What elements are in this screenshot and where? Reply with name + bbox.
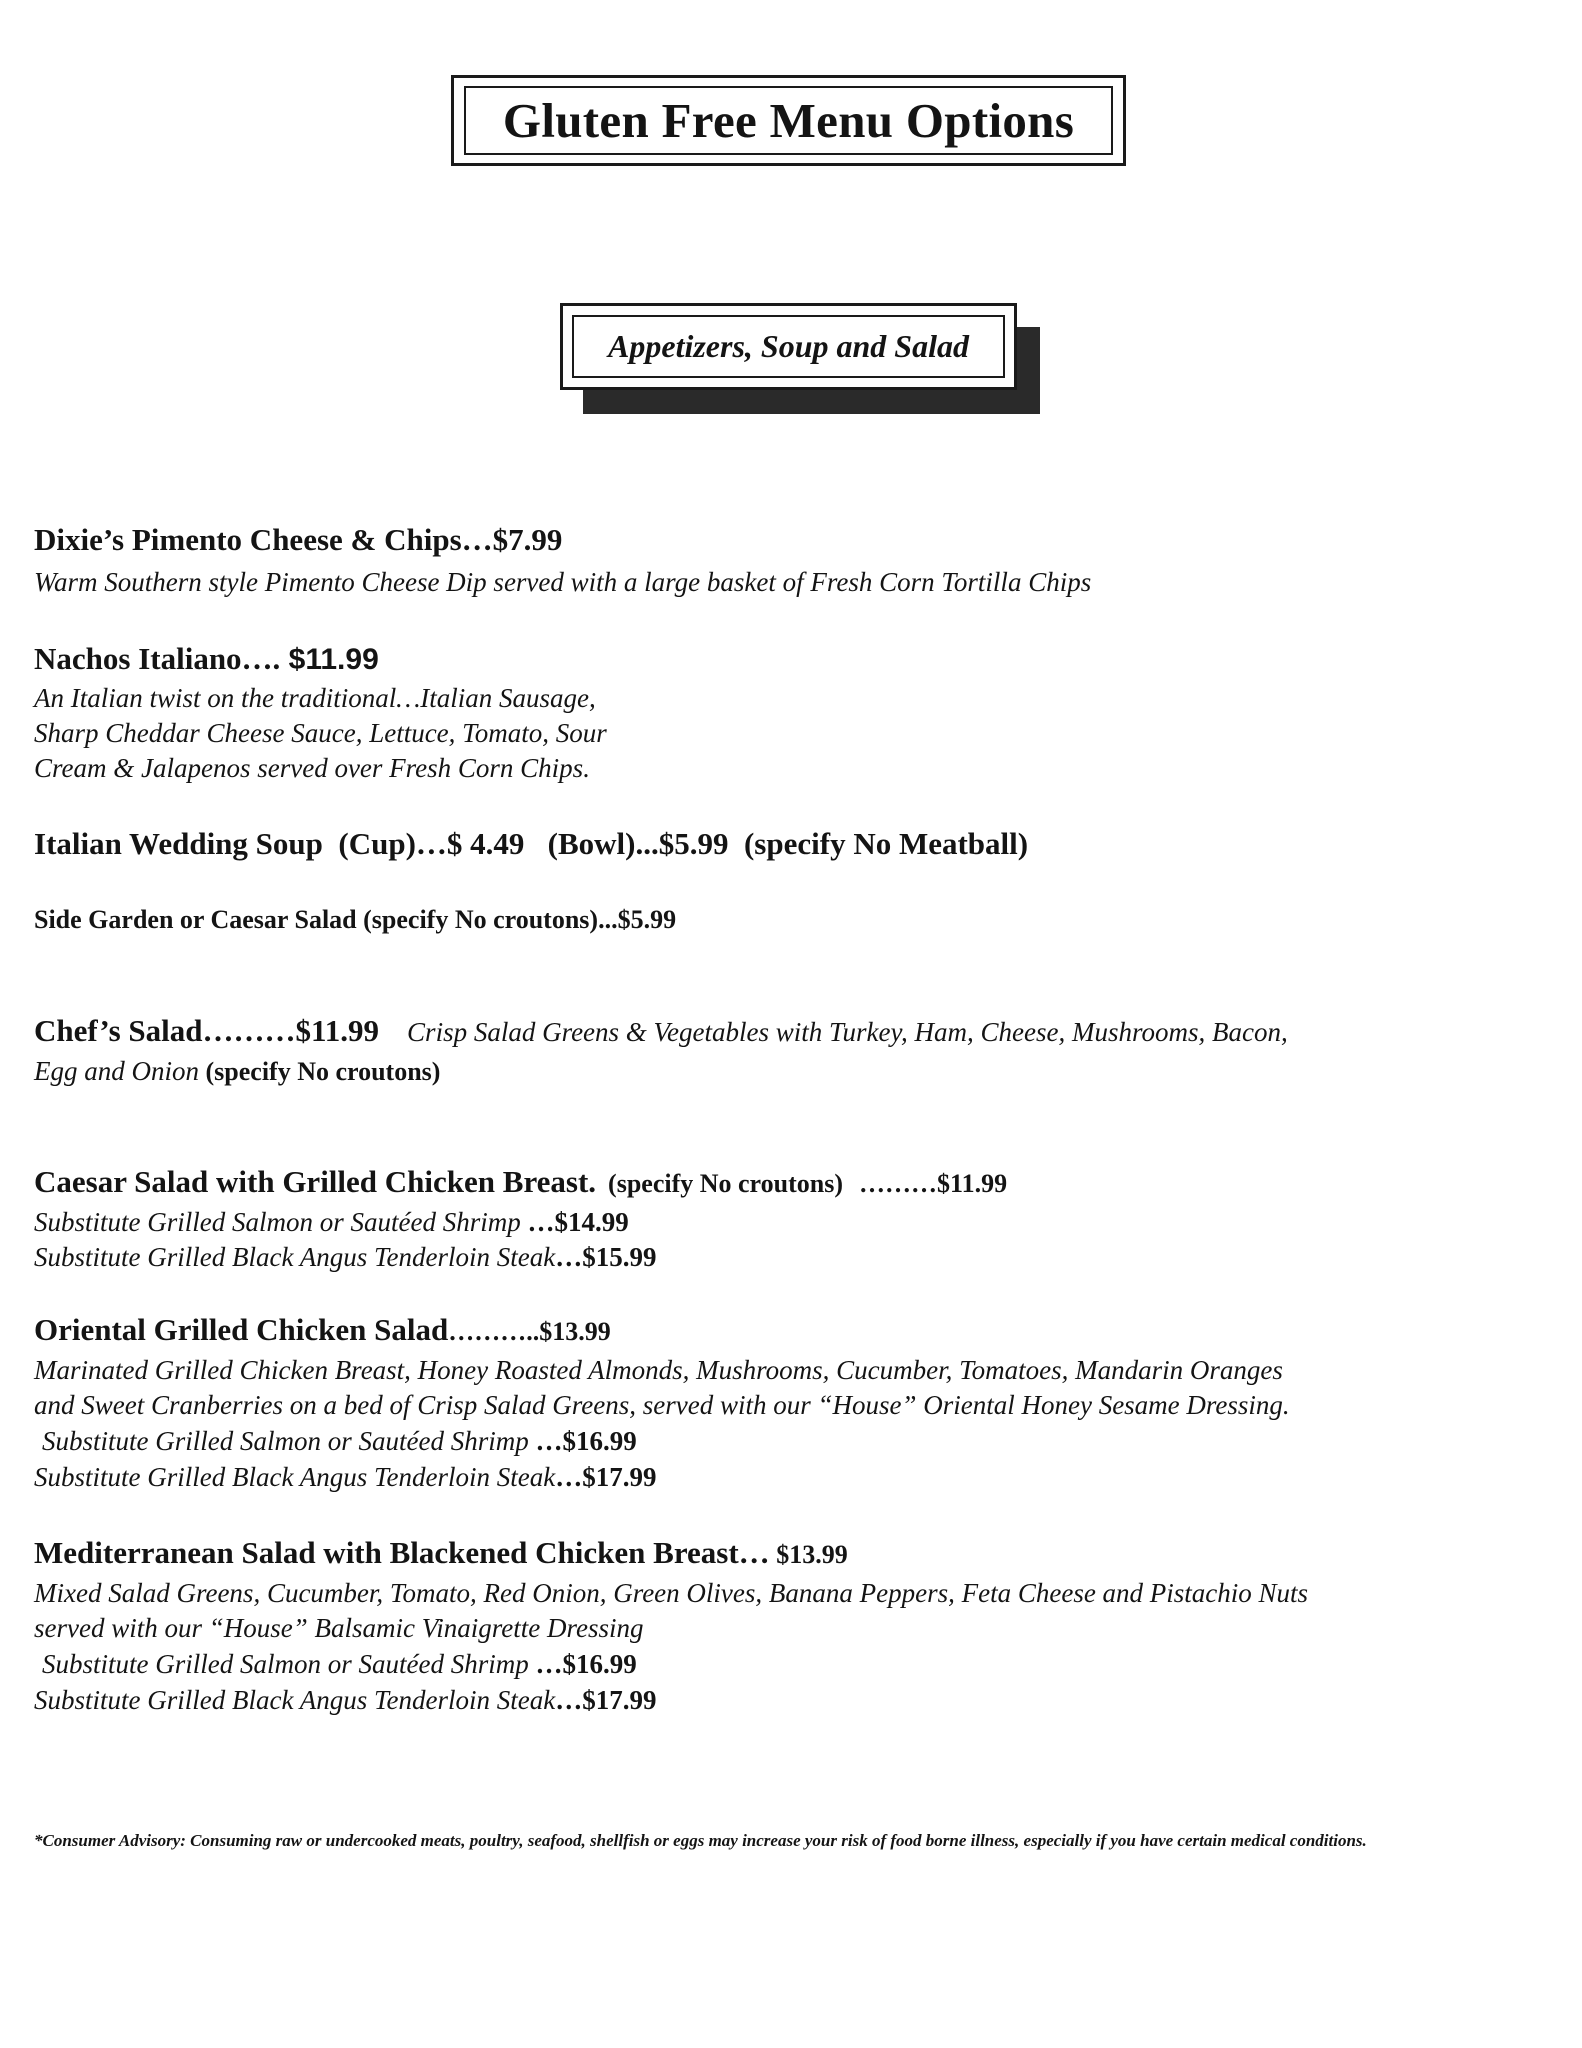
oriental-substitute-1-label: Substitute Grilled Salmon or Sautéed Shrimp [42,1426,536,1456]
nachos-price: $11.99 [280,643,379,676]
oriental-substitute-1 [42,1424,637,1459]
menu-title-frame [451,75,1126,166]
nachos-name: Nachos Italiano…. [34,641,281,676]
nachos-description-line-1: An Italian twist on the traditional…Italian Sausage, [34,683,596,713]
oriental-substitute-2-label: Substitute Grilled Black Angus Tenderloin Steak [34,1462,556,1492]
mediterranean-line [34,1535,848,1571]
oriental-title: Oriental Grilled Chicken Salad [34,1312,449,1347]
chefs-salad-description-line-2: Egg and Onion [34,1056,199,1086]
nachos-title [34,641,379,677]
mediterranean-substitute-2 [34,1683,656,1718]
caesar-substitute-1 [34,1205,629,1240]
mediterranean-description-line-2: served with our “House” Balsamic Vinaigrette Dressing [34,1613,644,1643]
caesar-title: Caesar Salad with Grilled Chicken Breast. [34,1164,597,1199]
oriental-description-line-2: and Sweet Cranberries on a bed of Crisp Salad Greens, served with our “House” Oriental Honey Sesame Dressing. [34,1390,1290,1420]
consumer-advisory: *Consumer Advisory: Consuming raw or undercooked meats, poultry, seafood, shellfish or eggs may increase your risk of food borne illness, especially if you have certain medical conditions. [34,1831,1367,1850]
mediterranean-substitute-1 [42,1647,637,1682]
mediterranean-title: Mediterranean Salad with Blackened Chicken Breast… [34,1535,770,1570]
mediterranean-substitute-1-label: Substitute Grilled Salmon or Sautéed Shrimp [42,1649,536,1679]
mediterranean-substitute-2-label: Substitute Grilled Black Angus Tenderloin Steak [34,1685,556,1715]
pimento-description: Warm Southern style Pimento Cheese Dip served with a large basket of Fresh Corn Tortilla Chips [34,567,1092,597]
caesar-substitute-2 [34,1240,656,1275]
oriental-price: ………..$13.99 [448,1317,611,1346]
caesar-substitute-1-label: Substitute Grilled Salmon or Sautéed Shrimp [34,1207,528,1237]
caesar-substitute-2-price: …$15.99 [555,1242,657,1272]
mediterranean-substitute-2-price: …$17.99 [555,1685,657,1715]
mediterranean-price: $13.99 [769,1540,848,1569]
caesar-line [34,1164,1007,1200]
mediterranean-description-line-1: Mixed Salad Greens, Cucumber, Tomato, Red Onion, Green Olives, Banana Peppers, Feta Cheese and Pistachio Nuts [34,1578,1309,1608]
section-heading-inner-frame [572,315,1005,378]
menu-title-inner-frame [464,86,1113,155]
side-salad-title: Side Garden or Caesar Salad (specify No croutons)...$5.99 [34,905,677,934]
oriental-line [34,1312,611,1348]
caesar-note: (specify No croutons) [608,1169,843,1198]
oriental-substitute-2-price: …$17.99 [555,1462,657,1492]
chefs-salad-title: Chef’s Salad………$11.99 [34,1013,380,1048]
section-heading-frame [560,303,1017,390]
caesar-substitute-1-price: …$14.99 [527,1207,629,1237]
mediterranean-substitute-1-price: …$16.99 [535,1649,637,1679]
caesar-price: ………$11.99 [859,1169,1008,1198]
oriental-substitute-2 [34,1460,656,1495]
chefs-salad-line-1 [34,1013,1288,1050]
caesar-substitute-2-label: Substitute Grilled Black Angus Tenderloin Steak [34,1242,556,1272]
menu-title: Gluten Free Menu Options [502,93,1075,148]
soup-title: Italian Wedding Soup (Cup)…$ 4.49 (Bowl)...$5.99 (specify No Meatball) [34,826,1029,861]
chefs-salad-description-line-1: Crisp Salad Greens & Vegetables with Turkey, Ham, Cheese, Mushrooms, Bacon, [407,1017,1288,1047]
oriental-substitute-1-price: …$16.99 [535,1426,637,1456]
pimento-title: Dixie’s Pimento Cheese & Chips…$7.99 [34,522,563,557]
nachos-description-line-3: Cream & Jalapenos served over Fresh Corn Chips. [34,753,590,783]
chefs-salad-line-2 [34,1054,440,1089]
chefs-salad-note: (specify No croutons) [199,1057,441,1086]
nachos-description-line-2: Sharp Cheddar Cheese Sauce, Lettuce, Tomato, Sour [34,718,607,748]
oriental-description-line-1: Marinated Grilled Chicken Breast, Honey Roasted Almonds, Mushrooms, Cucumber, Tomatoes, Mandarin Oranges [34,1355,1283,1385]
section-heading: Appetizers, Soup and Salad [608,328,969,364]
